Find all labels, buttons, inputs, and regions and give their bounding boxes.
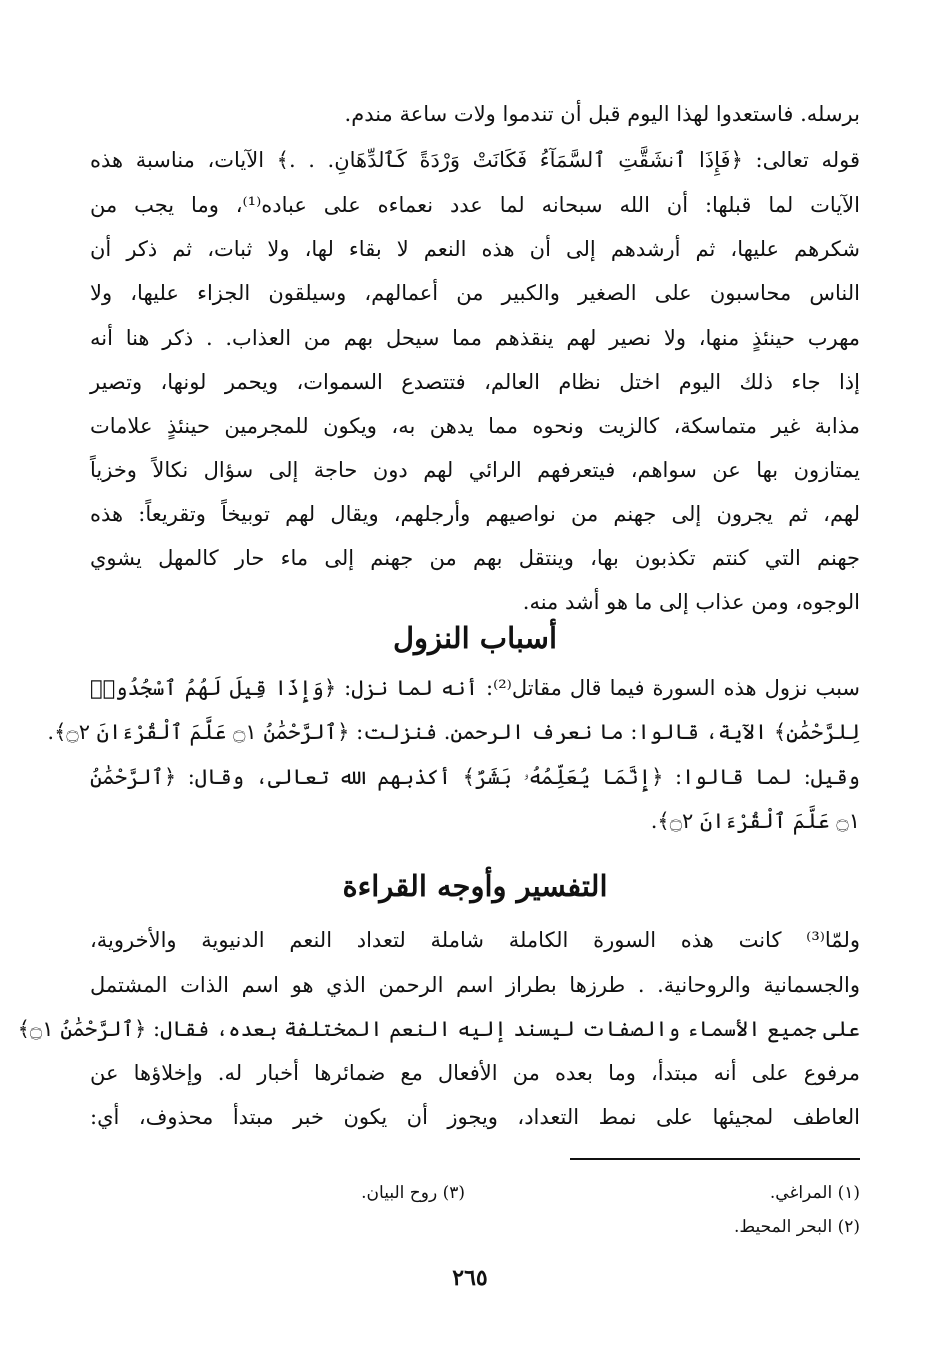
text-line: إذا جاء ذلك اليوم اختل نظام العالم، فتتصدع السموات، ويحمر لونها، وتصير	[90, 370, 860, 394]
footnote-1: (١) المراغي.	[769, 1183, 860, 1203]
text-line: الوجوه، ومن عذاب إلى ما هو أشد منه.	[522, 590, 860, 614]
text-line: وقيل: لما قالوا: ﴿إِنَّمَا يُعَلِّمُهُۥ بَشَرٌ﴾ أكذبهم الله تعالى، وقال: ﴿ٱلرَّحْمَٰنُ	[90, 765, 860, 789]
text-line: لِلرَّحْمَٰنِ﴾ الآية، قالوا: ما نعرف الرحمن. فنزلت: ﴿ٱلرَّحْمَٰنُ ۝١ عَلَّمَ ٱلْقُرْءَانَ ۝٢﴾.	[47, 720, 860, 744]
text-line: لهم، ثم يجرون إلى جهنم من نواصيهم وأرجلهم، ويقال لهم توبيخاً وتقريعاً: هذه	[90, 502, 860, 526]
text-line: على جميع الأسماء والصفات ليسند إليه النعم المختلفة بعده، فقال: ﴿ٱلرَّحْمَٰنُ ۝١﴾	[17, 1017, 860, 1041]
text-line: يمتازون بها عن سواهم، فيتعرفهم الرائي لهم دون حاجة إلى سؤال نكالاً وخزياً	[90, 458, 860, 482]
text-line: مذابة غير متماسكة، كالزيت ونحوه مما يدهن به، ويكون للمجرمين حينئذٍ علامات	[90, 414, 860, 438]
text-line: مهرب حينئذٍ منها، ولا نصير لهم ينقذهم مما سيحل بهم من العذاب. . ذكر هنا أنه	[90, 326, 860, 350]
text-line: ۝١ عَلَّمَ ٱلْقُرْءَانَ ۝٢﴾.	[650, 809, 860, 833]
text-line: برسله. فاستعدوا لهذا اليوم قبل أن تندموا ولات ساعة مندم.	[344, 102, 860, 126]
heading-asbab-al-nuzul: أسباب النزول	[392, 621, 558, 655]
text-line: سبب نزول هذه السورة فيما قال مقاتل⁽²⁾: أنه لما نزل: ﴿وَإِذَا قِيلَ لَهُمُ ٱسْجُدُوا۟	[90, 676, 860, 700]
page-number: ٢٦٥	[452, 1265, 488, 1291]
text-line: الناس محاسبون على الصغير والكبير من أعمالهم، وسيلقون الجزاء عليها، ولا	[90, 281, 860, 305]
text-line: شكرهم عليها، ثم أرشدهم إلى أن هذه النعم لا بقاء لها، ولا ثبات، ثم ذكر أن	[90, 237, 860, 261]
footnote-separator	[570, 1158, 860, 1160]
text-line: الآيات لما قبلها: أن الله سبحانه لما عدد نعماءه على عباده⁽¹⁾، وما يجب من	[90, 193, 860, 217]
text-line: جهنم التي كنتم تكذبون بها، وينتقل بهم من جهنم إلى ماء حار كالمهل يشوي	[90, 546, 860, 570]
heading-tafsir: التفسير وأوجه القراءة	[342, 869, 608, 903]
footnote-3: (٣) روح البيان.	[361, 1183, 465, 1203]
text-line: العاطف لمجيئها على نمط التعداد، ويجوز أن يكون خبر مبتدأ محذوف، أي:	[90, 1105, 860, 1129]
text-line: قوله تعالى: ﴿فَإِذَا ٱنشَقَّتِ ٱلسَّمَآءُ فَكَانَتْ وَرْدَةً كَٱلدِّهَانِ. . .﴾ الآيات، مناسبة هذه	[90, 148, 860, 172]
text-line: ولمّا⁽³⁾ كانت هذه السورة الكاملة شاملة لتعداد النعم الدنيوية والأخروية،	[90, 928, 860, 952]
footnote-2: (٢) البحر المحيط.	[734, 1217, 860, 1237]
text-line: مرفوع على أنه مبتدأ، وما بعده من الأفعال مع ضمائرها أخبار له. وإخلاؤها عن	[90, 1061, 860, 1085]
text-line: والجسمانية والروحانية. . طرزها بطراز اسم الرحمن الذي هو اسم الذات المشتمل	[90, 973, 860, 997]
